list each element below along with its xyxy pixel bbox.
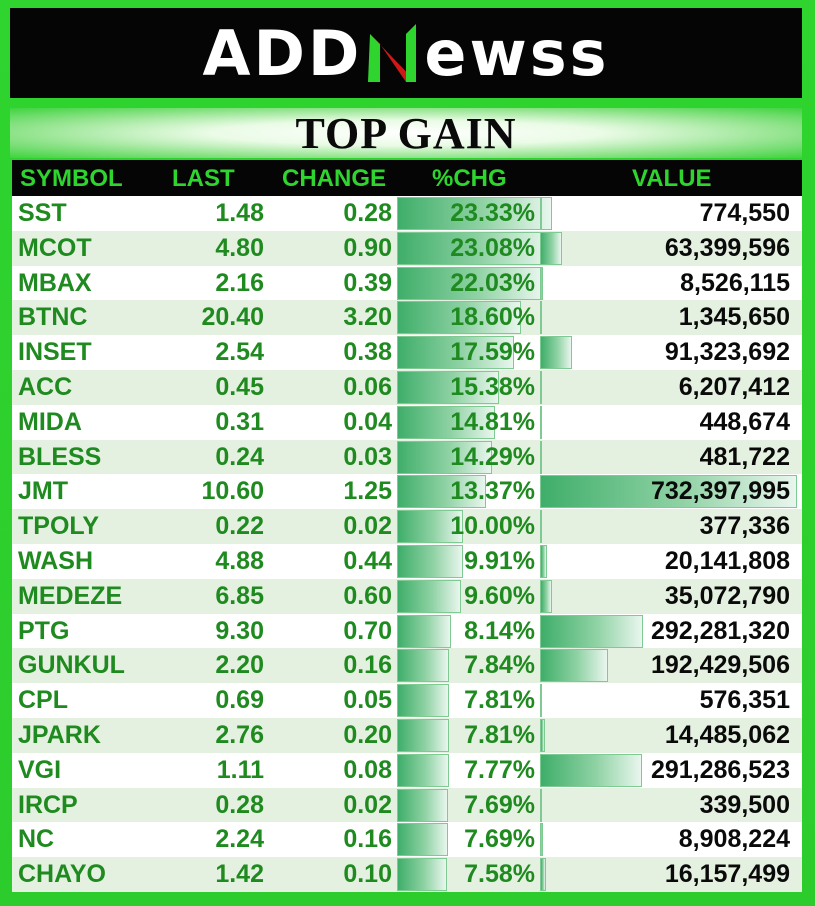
change-cell: 0.02 (343, 790, 392, 819)
last-price-cell: 9.30 (215, 616, 264, 645)
table-row (12, 370, 802, 405)
change-cell: 0.44 (343, 546, 392, 575)
pct-change-cell: 7.81% (464, 686, 535, 715)
table-row (12, 753, 802, 788)
pct-change-cell: 7.58% (464, 860, 535, 889)
table-row (12, 683, 802, 718)
value-bar (540, 684, 542, 717)
table-row (12, 579, 802, 614)
value-bar (540, 823, 543, 856)
symbol-cell: VGI (18, 755, 62, 784)
symbol-cell: WASH (18, 546, 93, 575)
table-row (12, 857, 802, 892)
value-cell: 192,429,506 (650, 651, 790, 680)
change-cell: 0.06 (343, 372, 392, 401)
header-change: CHANGE (282, 165, 387, 192)
logo-text-left: ADD (202, 16, 363, 90)
change-cell: 0.10 (343, 860, 392, 889)
last-price-cell: 2.24 (215, 825, 264, 854)
last-price-cell: 0.24 (215, 442, 264, 471)
last-price-cell: 2.20 (215, 651, 264, 680)
value-cell: 16,157,499 (664, 860, 790, 889)
last-price-cell: 1.11 (216, 755, 264, 784)
symbol-cell: JPARK (18, 720, 101, 749)
last-price-cell: 4.80 (215, 233, 264, 262)
value-cell: 732,397,995 (650, 477, 790, 506)
change-cell: 0.39 (343, 268, 392, 297)
symbol-cell: INSET (18, 338, 92, 367)
table-row (12, 440, 802, 475)
page-title: TOP GAIN (295, 108, 517, 158)
pct-change-bar (397, 545, 463, 578)
pct-change-cell: 13.37% (450, 477, 535, 506)
symbol-cell: MEDEZE (18, 581, 123, 610)
value-bar (540, 580, 552, 613)
last-price-cell: 10.60 (201, 477, 264, 506)
pct-change-bar (397, 754, 449, 787)
value-bar (540, 649, 608, 682)
pct-change-cell: 7.69% (464, 790, 535, 819)
pct-change-bar (397, 580, 461, 613)
header-last: LAST (172, 165, 235, 192)
symbol-cell: CPL (18, 686, 68, 715)
pct-change-bar (397, 823, 448, 856)
pct-change-cell: 17.59% (450, 338, 535, 367)
pct-change-bar (397, 789, 448, 822)
value-cell: 774,550 (699, 199, 790, 227)
pct-change-cell: 7.81% (464, 720, 535, 749)
last-price-cell: 2.16 (215, 268, 264, 297)
last-price-cell: 0.31 (215, 407, 264, 436)
value-bar (540, 441, 542, 474)
change-cell: 0.38 (343, 338, 392, 367)
title-band (10, 108, 802, 158)
pct-change-bar (397, 615, 451, 648)
table-row (12, 822, 802, 857)
value-bar (540, 719, 545, 752)
table-row (12, 266, 802, 301)
value-bar (540, 371, 542, 404)
pct-change-cell: 10.00% (450, 512, 535, 541)
value-bar (540, 789, 542, 822)
change-cell: 0.70 (343, 616, 392, 645)
table-row (12, 648, 802, 683)
last-price-cell: 1.48 (215, 199, 264, 227)
table-header (12, 160, 802, 196)
pct-change-cell: 18.60% (450, 303, 535, 332)
value-bar (540, 858, 546, 891)
value-cell: 292,281,320 (650, 616, 790, 645)
table-row (12, 231, 802, 266)
pct-change-bar (397, 719, 449, 752)
value-bar (540, 336, 572, 369)
table-row (12, 196, 802, 231)
pct-change-cell: 23.08% (450, 233, 535, 262)
value-bar (540, 510, 542, 543)
pct-change-bar (397, 684, 449, 717)
table-body (12, 196, 802, 892)
symbol-cell: MCOT (18, 233, 92, 262)
value-cell: 8,526,115 (680, 268, 790, 297)
change-cell: 0.28 (343, 199, 392, 227)
pct-change-cell: 9.91% (464, 546, 535, 575)
value-cell: 91,323,692 (664, 338, 790, 367)
symbol-cell: TPOLY (18, 512, 100, 541)
last-price-cell: 1.42 (215, 860, 264, 889)
change-cell: 0.04 (343, 407, 392, 436)
last-price-cell: 4.88 (215, 546, 264, 575)
pct-change-bar (397, 858, 447, 891)
change-cell: 0.16 (343, 651, 392, 680)
value-cell: 35,072,790 (664, 581, 790, 610)
table-row (12, 335, 802, 370)
value-cell: 20,141,808 (664, 546, 790, 575)
symbol-cell: MIDA (18, 407, 82, 436)
last-price-cell: 0.69 (215, 686, 264, 715)
value-cell: 291,286,523 (650, 755, 790, 784)
logo-text-right: ewss (424, 16, 610, 90)
last-price-cell: 0.45 (215, 372, 264, 401)
value-cell: 339,500 (699, 790, 790, 819)
header-symbol: SYMBOL (20, 165, 123, 192)
table-row (12, 300, 802, 335)
brand-logo (202, 17, 609, 90)
value-cell: 481,722 (699, 442, 790, 471)
symbol-cell: BTNC (18, 303, 88, 332)
table-row (12, 474, 802, 509)
change-cell: 0.90 (343, 233, 392, 262)
symbol-cell: IRCP (18, 790, 78, 819)
pct-change-cell: 22.03% (450, 268, 535, 297)
logo-bar (10, 8, 802, 98)
value-cell: 63,399,596 (664, 233, 790, 262)
symbol-cell: CHAYO (18, 860, 106, 889)
symbol-cell: JMT (18, 477, 68, 506)
pct-change-bar (397, 649, 449, 682)
value-cell: 8,908,224 (678, 825, 790, 854)
table-row (12, 788, 802, 823)
last-price-cell: 0.22 (215, 512, 264, 541)
pct-change-cell: 7.77% (464, 755, 535, 784)
pct-change-cell: 7.69% (464, 825, 535, 854)
symbol-cell: PTG (18, 616, 70, 645)
value-cell: 6,207,412 (678, 372, 790, 401)
change-cell: 1.25 (343, 477, 392, 506)
table-row (12, 614, 802, 649)
value-bar (540, 301, 542, 334)
pct-change-cell: 14.29% (450, 442, 535, 471)
change-cell: 0.05 (343, 686, 392, 715)
table-row (12, 544, 802, 579)
last-price-cell: 6.85 (215, 581, 264, 610)
value-bar (540, 545, 547, 578)
value-cell: 14,485,062 (664, 720, 790, 749)
last-price-cell: 2.54 (215, 338, 264, 367)
pct-change-cell: 15.38% (450, 372, 535, 401)
n-stroke-icon (364, 22, 422, 84)
change-cell: 0.16 (343, 825, 392, 854)
change-cell: 0.20 (343, 720, 392, 749)
value-cell: 377,336 (699, 512, 790, 541)
top-gain-table (12, 160, 802, 892)
pct-change-cell: 7.84% (464, 651, 535, 680)
value-bar (540, 197, 542, 230)
symbol-cell: ACC (18, 372, 73, 401)
table-row (12, 405, 802, 440)
value-cell: 576,351 (699, 686, 790, 715)
symbol-cell: NC (18, 825, 55, 854)
table-row (12, 718, 802, 753)
value-bar (540, 615, 643, 648)
symbol-cell: BLESS (18, 442, 102, 471)
pct-change-cell: 9.60% (464, 581, 535, 610)
value-bar (540, 267, 543, 300)
last-price-cell: 20.40 (201, 303, 264, 332)
symbol-cell: MBAX (18, 268, 92, 297)
header-pct: %CHG (432, 165, 507, 192)
value-bar (540, 232, 562, 265)
change-cell: 3.20 (343, 303, 392, 332)
change-cell: 0.02 (343, 512, 392, 541)
last-price-cell: 2.76 (215, 720, 264, 749)
table-row (12, 509, 802, 544)
last-price-cell: 0.28 (215, 790, 264, 819)
header-value: VALUE (632, 165, 712, 192)
value-bar (540, 406, 542, 439)
symbol-cell: SST (18, 199, 67, 227)
change-cell: 0.03 (343, 442, 392, 471)
value-bar (540, 754, 642, 787)
pct-change-cell: 14.81% (450, 407, 535, 436)
pct-change-cell: 8.14% (464, 616, 535, 645)
change-cell: 0.60 (343, 581, 392, 610)
value-cell: 448,674 (699, 407, 790, 436)
pct-change-cell: 23.33% (450, 199, 535, 227)
change-cell: 0.08 (343, 755, 392, 784)
value-cell: 1,345,650 (678, 303, 790, 332)
symbol-cell: GUNKUL (18, 651, 125, 680)
